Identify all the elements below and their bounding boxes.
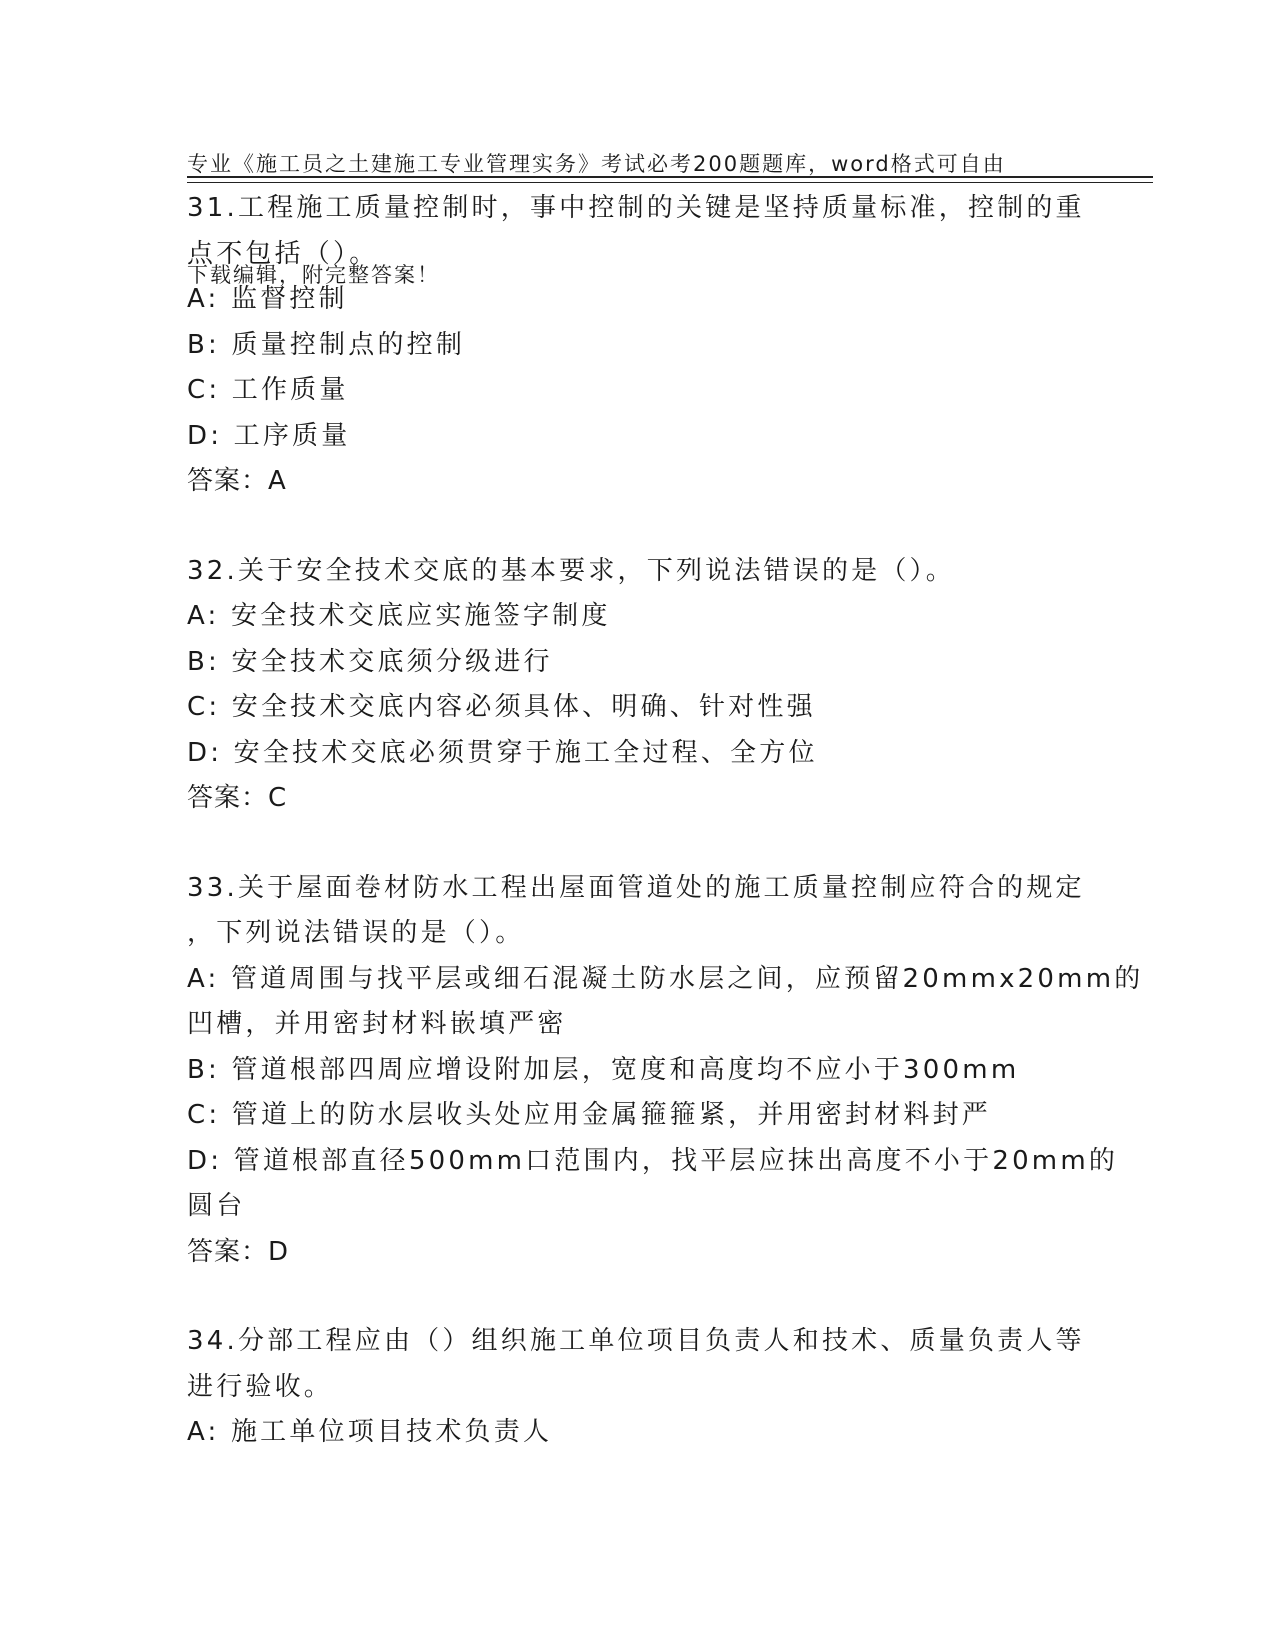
header-line-2: 下载编辑，附完整答案！ [187, 263, 440, 287]
option-line: A: 管道周围与找平层或细石混凝土防水层之间，应预留20mmx20mm的 [187, 963, 1144, 994]
option-line: B: 安全技术交底须分级进行 [187, 646, 553, 677]
option-line: D: 安全技术交底必须贯穿于施工全过程、全方位 [187, 737, 818, 768]
question-block [187, 866, 1144, 1276]
header-line-1: 专业《施工员之土建施工专业管理实务》考试必考200题题库，word格式可自由 [187, 152, 1006, 176]
question-list [187, 186, 1144, 1500]
option-line: D: 管道根部直径500mm口范围内，找平层应抹出高度不小于20mm的 [187, 1145, 1119, 1176]
question-stem-line: 34.分部工程应由（）组织施工单位项目负责人和技术、质量负责人等 [187, 1326, 1085, 1356]
question-stem-line: ，下列说法错误的是（）。 [187, 918, 525, 948]
question-stem-line: 点不包括（）。 [187, 238, 379, 269]
option-line: 圆台 [187, 1191, 246, 1221]
question-stem-line: 31.工程施工质量控制时，事中控制的关键是坚持质量标准，控制的重 [187, 193, 1085, 223]
option-line: A: 安全技术交底应实施签字制度 [187, 601, 611, 631]
answer-line: 答案：C [187, 783, 288, 813]
header-divider-thick [187, 176, 1153, 178]
option-line: C: 安全技术交底内容必须具体、明确、针对性强 [187, 692, 816, 722]
question-stem-line: 32.关于安全技术交底的基本要求，下列说法错误的是（）。 [187, 555, 955, 586]
option-line: 凹槽，并用密封材料嵌填严密 [187, 1009, 567, 1039]
answer-line: 答案：A [187, 466, 287, 496]
header-divider-thin [187, 182, 1153, 183]
question-block [187, 186, 1087, 505]
question-stem-line: 进行验收。 [187, 1371, 334, 1402]
question-block [187, 549, 1087, 822]
option-line: A: 监督控制 [187, 284, 348, 314]
option-line: C: 工作质量 [187, 375, 349, 405]
option-line: B: 质量控制点的控制 [187, 329, 466, 360]
option-line: A: 施工单位项目技术负责人 [187, 1417, 553, 1447]
option-line: D: 工序质量 [187, 420, 351, 451]
question-block [187, 1319, 1087, 1456]
question-stem-line: 33.关于屋面卷材防水工程出屋面管道处的施工质量控制应符合的规定 [187, 872, 1085, 903]
option-line: C: 管道上的防水层收头处应用金属箍箍紧，并用密封材料封严 [187, 1100, 991, 1130]
option-line: B: 管道根部四周应增设附加层，宽度和高度均不应小于300mm [187, 1054, 1020, 1085]
answer-line: 答案：D [187, 1236, 290, 1267]
